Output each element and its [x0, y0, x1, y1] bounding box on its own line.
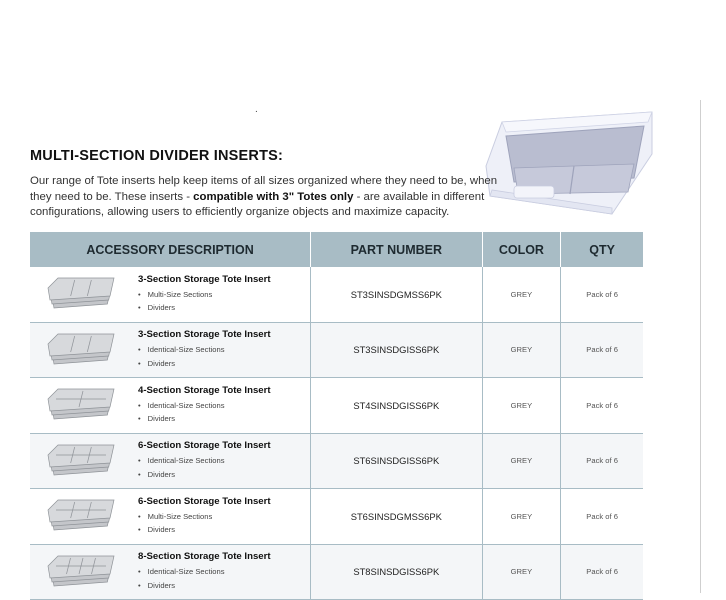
part-number-cell: ST3SINSDGISS6PK	[311, 323, 482, 378]
part-number-cell: ST3SINSDGMSS6PK	[311, 267, 482, 322]
insert-thumbnail-icon	[30, 434, 130, 488]
feature-bullet: • Multi-Size Sections	[138, 288, 271, 302]
qty-cell: Pack of 6	[561, 434, 643, 489]
header-description: ACCESSORY DESCRIPTION	[30, 232, 311, 267]
color-cell: GREY	[483, 434, 562, 489]
description-cell	[30, 545, 311, 600]
description-text	[130, 551, 271, 592]
feature-bullet: • Dividers	[138, 301, 271, 315]
table-row	[30, 545, 643, 600]
feature-bullet: • Identical-Size Sections	[138, 343, 271, 357]
description-cell	[30, 434, 311, 489]
qty-cell: Pack of 6	[561, 323, 643, 378]
description-cell	[30, 378, 311, 433]
color-cell: GREY	[483, 489, 562, 544]
product-title: 4-Section Storage Tote Insert	[138, 385, 271, 396]
table-row	[30, 434, 643, 490]
header-color: COLOR	[483, 232, 562, 267]
description-cell	[30, 267, 311, 322]
stray-dot: .	[255, 104, 258, 115]
product-title: 3-Section Storage Tote Insert	[138, 329, 271, 340]
qty-cell: Pack of 6	[561, 378, 643, 433]
part-number-cell: ST8SINSDGISS6PK	[311, 545, 482, 600]
intro-text-2: - are available in different configurations, allowing users to efficiently organize objects and maximize capacity.	[30, 191, 484, 219]
insert-thumbnail-icon	[30, 489, 130, 543]
insert-thumbnail-icon	[30, 378, 130, 432]
part-number-cell: ST4SINSDGISS6PK	[311, 378, 482, 433]
feature-bullet: • Dividers	[138, 357, 271, 371]
qty-cell: Pack of 6	[561, 267, 643, 322]
table-body	[30, 267, 643, 600]
description-cell	[30, 489, 311, 544]
section-heading: MULTI-SECTION DIVIDER INSERTS:	[30, 148, 283, 164]
product-title: 6-Section Storage Tote Insert	[138, 440, 271, 451]
feature-bullet: • Dividers	[138, 579, 271, 593]
color-cell: GREY	[483, 545, 562, 600]
color-cell: GREY	[483, 267, 562, 322]
feature-bullet: • Dividers	[138, 468, 271, 482]
feature-bullet: • Dividers	[138, 523, 271, 537]
table-row	[30, 323, 643, 379]
table-header	[30, 232, 643, 267]
qty-cell: Pack of 6	[561, 545, 643, 600]
description-text	[130, 329, 271, 370]
description-text	[130, 274, 271, 315]
insert-thumbnail-icon	[30, 323, 130, 377]
color-cell: GREY	[483, 378, 562, 433]
table-row	[30, 489, 643, 545]
intro-paragraph	[30, 174, 510, 221]
description-text	[130, 496, 271, 537]
description-text	[130, 440, 271, 481]
table-row	[30, 267, 643, 323]
feature-bullet: • Multi-Size Sections	[138, 510, 271, 524]
part-number-cell: ST6SINSDGISS6PK	[311, 434, 482, 489]
qty-cell: Pack of 6	[561, 489, 643, 544]
header-part-number: PART NUMBER	[311, 232, 482, 267]
product-title: 3-Section Storage Tote Insert	[138, 274, 271, 285]
feature-bullet: • Identical-Size Sections	[138, 565, 271, 579]
part-number-cell: ST6SINSDGMSS6PK	[311, 489, 482, 544]
feature-bullet: • Identical-Size Sections	[138, 399, 271, 413]
intro-text-1: Our range of Tote inserts help keep items of all sizes organized where they need to be, when they need to be. These inserts -	[30, 175, 497, 203]
color-cell: GREY	[483, 323, 562, 378]
description-cell	[30, 323, 311, 378]
accessory-table	[30, 232, 643, 600]
product-title: 8-Section Storage Tote Insert	[138, 551, 271, 562]
page-edge-line	[700, 100, 701, 593]
header-qty: QTY	[561, 232, 643, 267]
description-text	[130, 385, 271, 426]
insert-thumbnail-icon	[30, 545, 130, 599]
feature-bullet: • Identical-Size Sections	[138, 454, 271, 468]
insert-thumbnail-icon	[30, 267, 130, 321]
feature-bullet: • Dividers	[138, 412, 271, 426]
product-title: 6-Section Storage Tote Insert	[138, 496, 271, 507]
table-row	[30, 378, 643, 434]
intro-bold-text: compatible with 3" Totes only	[193, 191, 353, 203]
